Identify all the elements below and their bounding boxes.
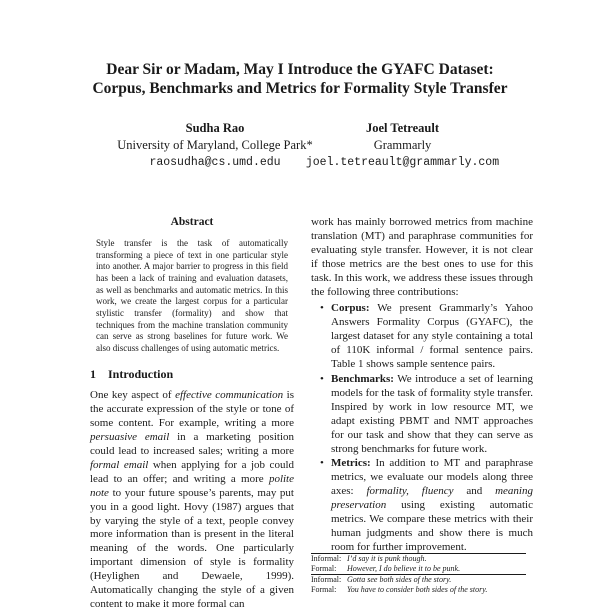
contribution-text: and xyxy=(453,485,496,498)
emphasis-text: persuasive email xyxy=(90,431,170,444)
author-name: Sudha Rao xyxy=(185,121,245,135)
bullet-icon: • xyxy=(320,457,324,470)
paper-title xyxy=(0,60,600,98)
emphasis-text: effective communication xyxy=(175,389,284,402)
abstract-body: Style transfer is the task of automatically transforming a piece of text in one particular style into another. A major barrier to progress in this field has been a lack of training and evaluation datasets, as well as benchmarks and automatic metrics. In this work, we create the largest corpus for a particular stylistic transfer (formality) and show that techniques from the machine translation community can serve as strong baselines for future work. We also discuss challenges of using automatic metrics. xyxy=(96,237,288,353)
text-span: One key aspect of xyxy=(90,389,176,402)
contribution-label: Benchmarks: xyxy=(331,372,394,385)
author-block xyxy=(0,120,600,170)
text-span: when applying for a job could lead to an offer; and writing a more xyxy=(90,458,294,485)
author-name: Joel Tetreault xyxy=(365,121,440,135)
table-row xyxy=(311,553,526,564)
table-row xyxy=(311,564,526,574)
list-item xyxy=(311,373,533,456)
title-line-2: Corpus, Benchmarks and Metrics for Formality Style Transfer xyxy=(92,80,508,97)
text-span: to your future spouse’s parents, may put you in a good light. Hovy (1987) argues that by varying the style of a text, people convey more information than is present in the literal meaning of the words. One particularly important dimension of style is formality (Heylighen and Dewaele, 1999). Automatically changing the style of a given content to make it more formal can xyxy=(90,486,294,610)
contributions-intro: work has mainly borrowed metrics from machine translation (MT) and paraphrase communities for evaluating style transfer. However, it is not clear if those metrics are the best ones to use for this task. In this work, we address these issues through the following three contributions: xyxy=(311,216,533,298)
section-heading-introduction xyxy=(90,368,294,382)
examples-table xyxy=(311,553,526,595)
row-text: You have to consider both sides of the story. xyxy=(347,585,488,594)
list-item xyxy=(311,302,533,372)
author-email[interactable]: joel.tetreault@grammarly.com xyxy=(305,156,500,169)
row-label: Formal: xyxy=(311,585,337,594)
row-label: Informal: xyxy=(311,554,342,563)
row-label: Informal: xyxy=(311,575,342,584)
contribution-label: Corpus: xyxy=(331,302,370,315)
row-text: However, I do believe it to be punk. xyxy=(347,564,461,573)
contribution-text: We present Grammarly’s Yahoo Answers Formality Corpus (GYAFC), the largest dataset for any style containing a total of 110K informal / formal sentence pairs. Table 1 shows sample sentence pairs. xyxy=(331,302,533,371)
title-line-1: Dear Sir or Madam, May I Introduce the GYAFC Dataset: xyxy=(106,61,494,78)
contribution-text: using existing automatic metrics. We compare these metrics with their human judgments and show there is much room for further improvement. xyxy=(331,499,533,553)
left-column xyxy=(90,216,294,612)
author-2 xyxy=(295,120,510,171)
emphasis-text: meaning preservation xyxy=(331,485,533,512)
list-item xyxy=(311,457,533,554)
contribution-text: In addition to MT and paraphrase metrics, we evaluate our models along three axes: xyxy=(331,457,533,498)
bullet-icon: • xyxy=(320,302,324,315)
emphasis-text: formality, fluency xyxy=(366,485,454,498)
emphasis-text: formal email xyxy=(90,458,149,471)
row-label: Formal: xyxy=(311,564,337,573)
right-column xyxy=(311,216,533,556)
section-number: 1 xyxy=(90,367,96,382)
row-text: I’d say it is punk though. xyxy=(347,554,427,563)
contribution-label: Metrics: xyxy=(331,457,371,470)
table-row xyxy=(311,574,526,585)
intro-paragraph xyxy=(90,389,294,612)
abstract-heading: Abstract xyxy=(170,216,214,228)
table-row xyxy=(311,585,526,595)
text-span: in a marketing position could lead to increased sales; writing a more xyxy=(90,431,295,457)
text-span: is the accurate expression of the style or tone of some content. For example, writing a more xyxy=(90,389,294,430)
bullet-icon: • xyxy=(320,372,324,385)
author-email[interactable]: raosudha@cs.umd.edu xyxy=(149,156,281,169)
section-title: Introduction xyxy=(108,367,174,382)
contributions-list xyxy=(311,302,533,554)
row-text: Gotta see both sides of the story. xyxy=(347,575,452,584)
author-affiliation: Grammarly xyxy=(373,138,432,152)
author-affiliation: University of Maryland, College Park* xyxy=(117,138,313,152)
contribution-text: We introduce a set of learning models for the task of formality style transfer. Inspired by work in low resource MT, we adapt existing PBMT and NMT approaches for our task and show that they can serve as strong benchmarks for future work. xyxy=(331,372,533,455)
emphasis-text: polite note xyxy=(90,472,294,499)
